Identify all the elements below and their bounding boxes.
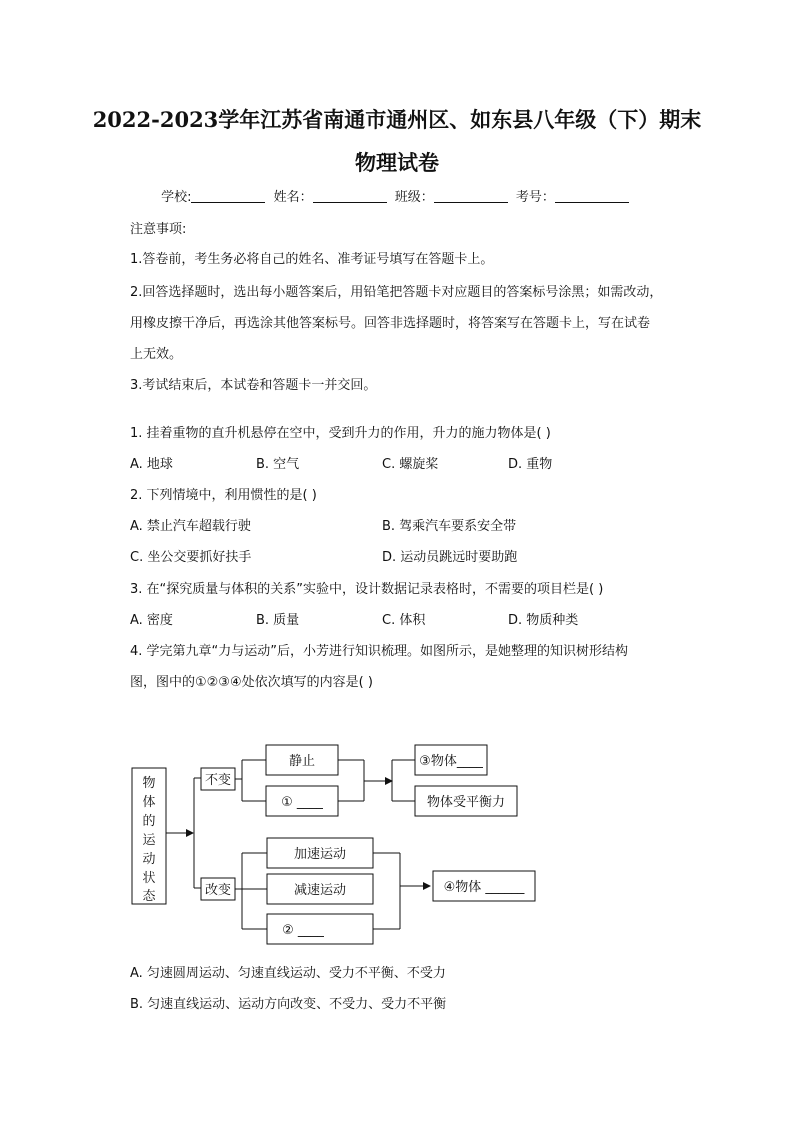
- q1-option-b[interactable]: B. 空气: [256, 457, 300, 472]
- q2-option-c[interactable]: C. 坐公交要抓好扶手: [130, 550, 252, 565]
- question-4-stem-line2: 图，图中的①②③④处依次填写的内容是( ): [130, 675, 373, 690]
- exam-no-blank[interactable]: [555, 189, 629, 203]
- school-blank[interactable]: [191, 189, 265, 203]
- blank-2-label: ② ____: [282, 923, 324, 938]
- root-box: [132, 768, 166, 904]
- q2-option-d[interactable]: D. 运动员跳远时要助跑: [382, 550, 518, 565]
- note-2-line-c: 上无效。: [130, 347, 183, 362]
- q1-option-d[interactable]: D. 重物: [508, 457, 553, 472]
- root-char-3: 的: [142, 814, 156, 829]
- question-2-stem: 2. 下列情境中，利用惯性的是( ): [130, 488, 317, 503]
- name-blank[interactable]: [313, 189, 387, 203]
- root-char-4: 运: [142, 833, 156, 848]
- note-1: 1.答卷前，考生务必将自己的姓名、准考证号填写在答题卡上。: [130, 252, 494, 267]
- decel-label: 减速运动: [293, 883, 347, 898]
- blank-2-box: [267, 914, 373, 944]
- changed-label: 改变: [204, 883, 232, 898]
- blank-4-label: ④物体 ______: [443, 880, 525, 895]
- notes-heading: 注意事项:: [130, 222, 187, 237]
- class-blank[interactable]: [434, 189, 508, 203]
- q1-option-a[interactable]: A. 地球: [130, 457, 173, 472]
- note-3: 3.考试结束后，本试卷和答题卡一并交回。: [130, 378, 377, 393]
- root-char-2: 体: [142, 795, 156, 810]
- q2-option-a[interactable]: A. 禁止汽车超载行驶: [130, 519, 251, 534]
- blank-4-box: [433, 871, 535, 901]
- school-label: 学校:: [161, 190, 192, 205]
- blank-3-label: ③物体____: [419, 754, 483, 769]
- question-4-stem-line1: 4. 学完第九章“力与运动”后，小芳进行知识梳理。如图所示，是她整理的知识树形结构: [130, 644, 629, 659]
- student-info-row: [0, 186, 794, 205]
- blank-3-box: [415, 745, 487, 775]
- q3-option-d[interactable]: D. 物质种类: [508, 613, 579, 628]
- root-char-5: 动: [142, 852, 156, 867]
- balanced-label: 物体受平衡力: [426, 795, 506, 810]
- q1-option-c[interactable]: C. 螺旋桨: [382, 457, 439, 472]
- accel-label: 加速运动: [293, 847, 347, 862]
- note-2-line-a: 2.回答选择题时，选出每小题答案后，用铅笔把答题卡对应题目的答案标号涂黑；如需改动，: [130, 285, 663, 300]
- root-char-1: 物: [142, 776, 156, 791]
- accel-box: [267, 838, 373, 868]
- changed-box: [201, 878, 235, 900]
- class-label: 班级：: [394, 190, 434, 205]
- exam-title-line2: 物理试卷: [355, 150, 439, 175]
- unchanged-label: 不变: [204, 773, 232, 788]
- question-3-stem: 3. 在“探究质量与体积的关系”实验中，设计数据记录表格时，不需要的项目栏是( ): [130, 582, 604, 597]
- note-2-line-b: 用橡皮擦干净后，再选涂其他答案标号。回答非选择题时，将答案写在答题卡上，写在试卷: [130, 316, 651, 331]
- q3-option-c[interactable]: C. 体积: [382, 613, 426, 628]
- root-char-6: 状: [142, 871, 156, 886]
- q4-option-b[interactable]: B. 匀速直线运动、运动方向改变、不受力、受力不平衡: [130, 997, 447, 1012]
- q2-option-b[interactable]: B. 驾乘汽车要系安全带: [382, 519, 517, 534]
- static-label: 静止: [288, 754, 316, 769]
- question-1-stem: 1. 挂着重物的直升机悬停在空中，受到升力的作用，升力的施力物体是( ): [130, 426, 551, 441]
- exam-title-line1: 2022-2023学年江苏省南通市通州区、如东县八年级（下）期末: [92, 107, 702, 132]
- decel-box: [267, 874, 373, 904]
- q4-option-a[interactable]: A. 匀速圆周运动、匀速直线运动、受力不平衡、不受力: [130, 966, 446, 981]
- root-char-7: 态: [142, 889, 156, 904]
- blank-1-label: ① ____: [281, 795, 323, 810]
- q3-option-b[interactable]: B. 质量: [256, 613, 300, 628]
- balanced-box: [415, 786, 517, 816]
- exam-no-label: 考号：: [515, 190, 555, 205]
- q3-option-a[interactable]: A. 密度: [130, 613, 173, 628]
- unchanged-box: [201, 768, 235, 790]
- blank-1-box: [266, 786, 338, 816]
- name-label: 姓名：: [273, 190, 313, 205]
- static-box: [266, 745, 338, 775]
